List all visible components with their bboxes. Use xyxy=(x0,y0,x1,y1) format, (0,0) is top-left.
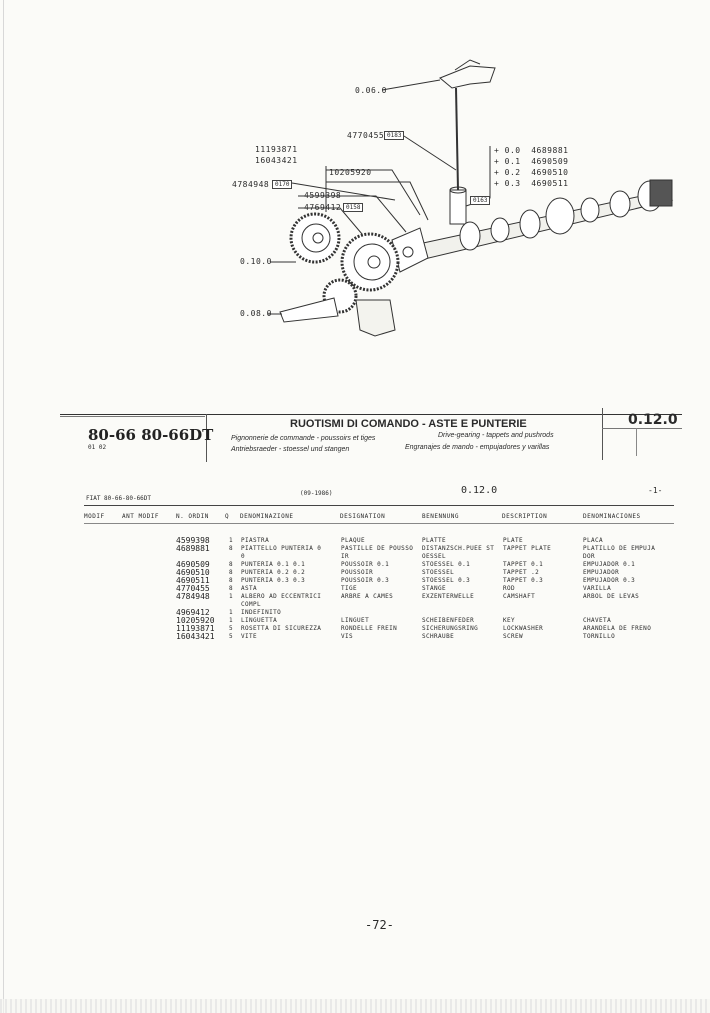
section-code: 0.12.0 xyxy=(628,412,678,428)
subtitle-en: Drive-gearing - tappets and pushrods xyxy=(438,432,554,439)
callout-box-0163: 0163 xyxy=(470,196,490,205)
german-column: PLATTE DISTANZSCH.PUEE ST OESSEL STOESSEL 0.1 STOESSEL STOESSEL 0.3 STANGE EXZENTERWELLE SCHEIBENFEDER SICHERUNGSRING SCHRAUBE xyxy=(422,537,495,640)
model-name: 80-66 80-66DT xyxy=(88,426,214,444)
catalog-date: (09-1986) xyxy=(300,490,333,497)
tappet-row: + 0.2 4690510 xyxy=(494,168,569,177)
catalog-model: FIAT 80-66-80-66DT xyxy=(86,495,152,502)
tappet-row: + 0.1 4690509 xyxy=(494,157,569,166)
catalog-rule xyxy=(84,505,674,506)
part-number-column: 4599398 4689881 4690509 4690510 4690511 4770455 4784948 4969412 10205920 11193871 16043421 xyxy=(176,536,215,641)
english-column: PLATE TAPPET PLATE TAPPET 0.1 TAPPET .2 TAPPET 0.3 ROD CAMSHAFT KEY LOCKWASHER SCREW xyxy=(503,537,552,640)
callout-10205920: 10205920 xyxy=(329,168,372,177)
col-header-ant-modif: ANT MODIF xyxy=(122,513,160,520)
quantity-column: 1 8 8 8 8 8 1 1 1 5 5 xyxy=(229,537,234,640)
page-title: RUOTISMI DI COMANDO - ASTE E PUNTERIE xyxy=(290,418,527,430)
subtitle-de: Antriebsraeder - stoessel und stangen xyxy=(231,446,350,453)
catalog-section: 0.12.0 xyxy=(461,485,498,496)
camshaft-drawing xyxy=(0,0,710,360)
model-sub: 01 02 xyxy=(88,444,107,451)
callout-16043421: 16043421 xyxy=(255,156,298,165)
callout-0100: 0.10.0 xyxy=(240,257,272,266)
header-code-rule xyxy=(602,428,682,429)
scan-edge xyxy=(0,999,710,1013)
subtitle-fr: Pignonnerie de commande - poussoirs et tiges xyxy=(231,435,376,442)
callout-0080: 0.08.0 xyxy=(240,309,272,318)
catalog-page: -1- xyxy=(648,486,663,495)
rocker-part xyxy=(440,66,495,88)
col-header-designation: DESIGNATION xyxy=(340,513,386,520)
exploded-diagram xyxy=(0,0,710,360)
callout-4770455: 4770455 xyxy=(347,131,385,140)
tappet-list xyxy=(494,146,568,188)
col-header-denominazione: DENOMINAZIONE xyxy=(240,513,294,520)
tappet-row: + 0.0 4689881 xyxy=(494,146,569,155)
subtitle-es: Engranajes de mando - empujadores y varillas xyxy=(405,444,550,451)
callout-box-0158: 0158 xyxy=(343,203,363,212)
cam-gear xyxy=(342,234,398,290)
header-code-tick xyxy=(636,428,637,456)
col-header-q: Q xyxy=(225,513,230,520)
callout-4769412: 4769412 xyxy=(304,203,342,212)
col-header-n-ordin: N. ORDIN xyxy=(176,513,209,520)
header-top-rule-2 xyxy=(60,416,205,417)
callout-4599398: 4599398 xyxy=(304,191,342,200)
table-header-rule xyxy=(84,523,674,524)
col-header-benennung: BENENNUNG xyxy=(422,513,460,520)
italian-column: PIASTRA PIATTELLO PUNTERIA 0 0 PUNTERIA 0.1 0.1 PUNTERIA 0.2 0.2 PUNTERIA 0.3 0.3 ASTA ALBERO AD ECCENTRICI COMPL INDEFINITO LINGUETTA ROSETTA DI SICUREZZA VITE xyxy=(241,537,322,640)
idler-gear xyxy=(291,214,339,262)
col-header-modif: MODIF xyxy=(84,513,105,520)
spanish-column: PLACA PLATILLO DE EMPUJA DOR EMPUJADOR 0.1 EMPUJADOR EMPUJADOR 0.3 VARILLA ARBOL DE LEVAS CHAVETA ARANDELA DE FRENO TORNILLO xyxy=(583,537,656,640)
callout-0060: 0.06.0 xyxy=(355,86,387,95)
tappet-row: + 0.3 4690511 xyxy=(494,179,569,188)
camshaft xyxy=(400,180,672,262)
page-number: -72- xyxy=(365,918,394,932)
header-divider-right xyxy=(602,408,603,460)
col-header-denominaciones: DENOMINACIONES xyxy=(583,513,641,520)
header-top-rule xyxy=(60,414,682,415)
french-column: PLAQUE PASTILLE DE POUSSO IR POUSSOIR 0.1 POUSSOIR POUSSOIR 0.3 TIGE ARBRE A CAMES LINGUET RONDELLE FREIN VIS xyxy=(341,537,414,640)
col-header-description: DESCRIPTION xyxy=(502,513,548,520)
callout-4784948: 4784948 xyxy=(232,180,270,189)
callout-box-0183: 0183 xyxy=(384,131,404,140)
callout-11193871: 11193871 xyxy=(255,145,298,154)
callout-box-0170: 0170 xyxy=(272,180,292,189)
